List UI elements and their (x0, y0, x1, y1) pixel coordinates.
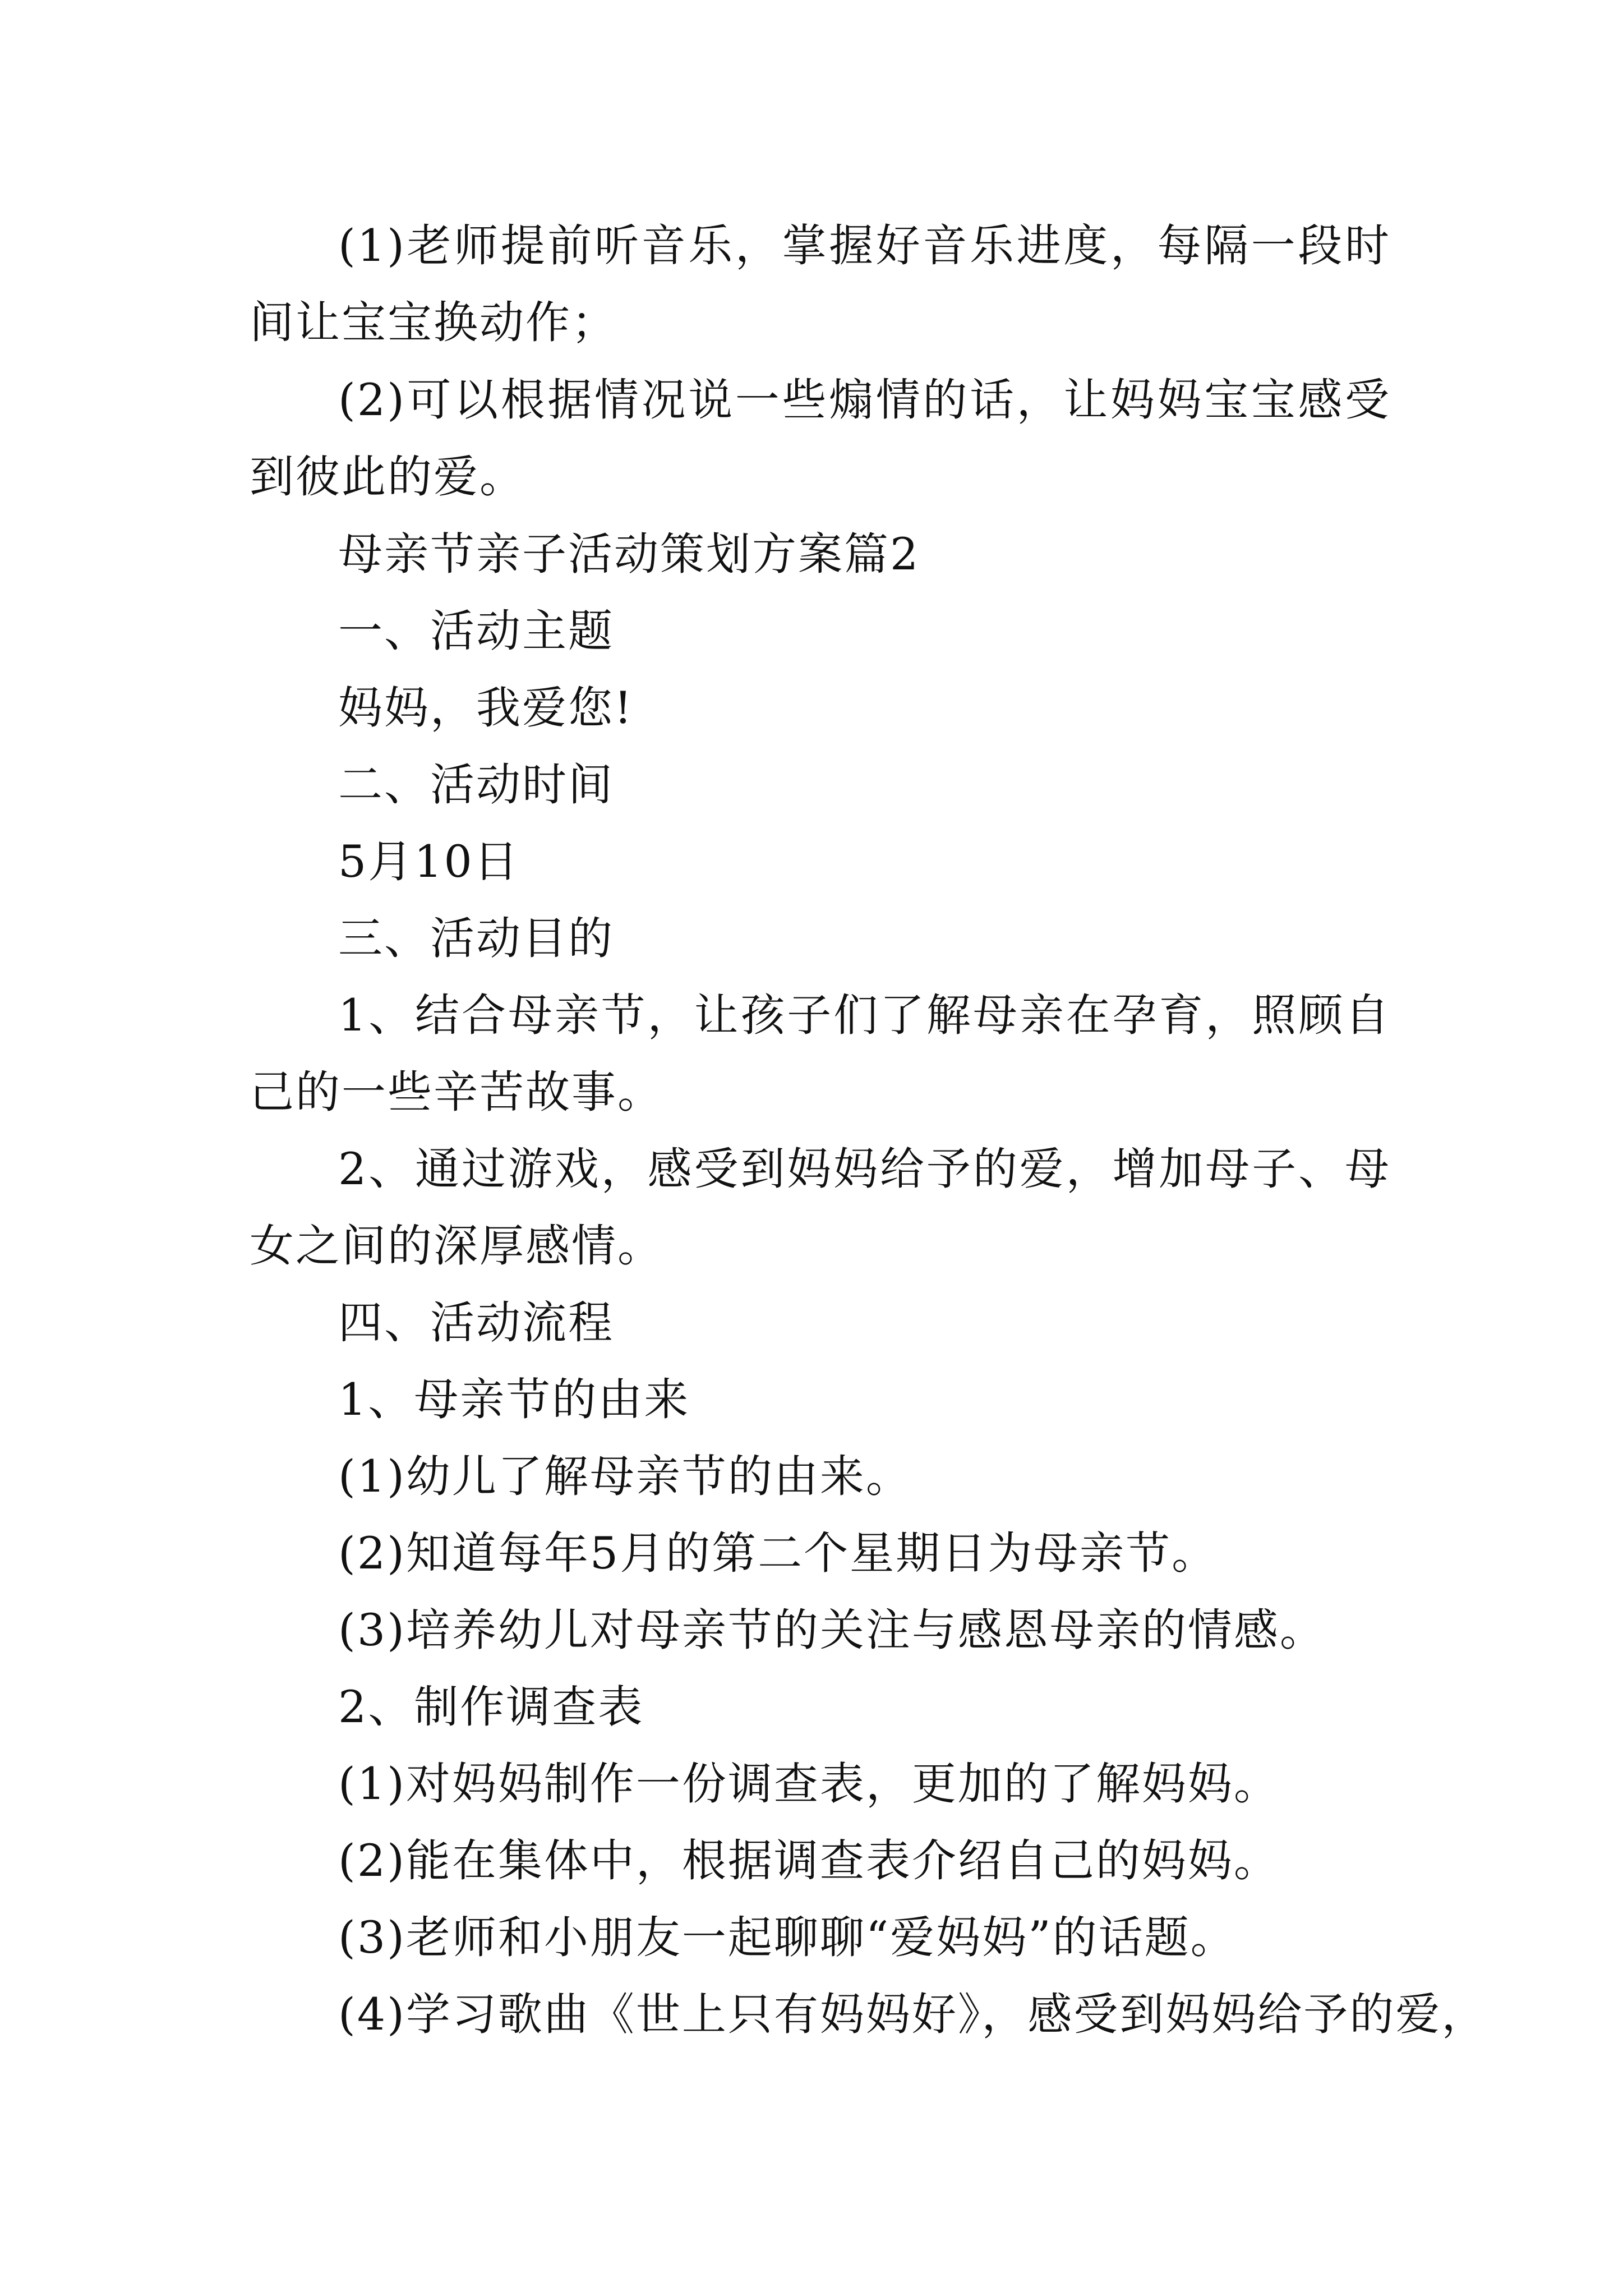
heading-theme: 一、活动主题 (338, 605, 614, 657)
heading-process: 四、活动流程 (338, 1297, 614, 1349)
process-step-1: 1、母亲节的由来 (338, 1374, 690, 1425)
heading-time: 二、活动时间 (338, 759, 614, 811)
list-item: (2)知道每年5月的第二个星期日为母亲节。 (338, 1527, 1218, 1579)
list-item: (4)学习歌曲《世上只有妈妈好》，感受到妈妈给予的爱， (338, 1989, 1488, 2040)
list-item: (3)培养幼儿对母亲节的关注与感恩母亲的情感。 (338, 1604, 1326, 1656)
list-item: (3)老师和小朋友一起聊聊“爱妈妈”的话题。 (338, 1912, 1237, 1963)
process-step-2: 2、制作调查表 (338, 1681, 644, 1733)
list-item: (2)能在集体中，根据调查表介绍自己的妈妈。 (338, 1835, 1280, 1887)
purpose-item-2: 2、通过游戏，感受到妈妈给予的爱，增加母子、母女之间的深厚感情。 (250, 1143, 1391, 1272)
heading-purpose: 三、活动目的 (338, 913, 614, 964)
paragraph-1: (1)老师提前听音乐，掌握好音乐进度，每隔一段时间让宝宝换动作； (250, 220, 1391, 348)
paragraph-2: (2)可以根据情况说一些煽情的话，让妈妈宝宝感受到彼此的爱。 (250, 374, 1391, 503)
purpose-item-1: 1、结合母亲节，让孩子们了解母亲在孕育，照顾自己的一些辛苦故事。 (250, 990, 1391, 1118)
list-item: (1)幼儿了解母亲节的由来。 (338, 1451, 912, 1502)
section-title: 母亲节亲子活动策划方案篇2 (338, 528, 920, 580)
time-text: 5月10日 (338, 836, 520, 887)
list-item: (1)对妈妈制作一份调查表，更加的了解妈妈。 (338, 1758, 1280, 1810)
theme-text: 妈妈，我爱您! (338, 682, 634, 734)
